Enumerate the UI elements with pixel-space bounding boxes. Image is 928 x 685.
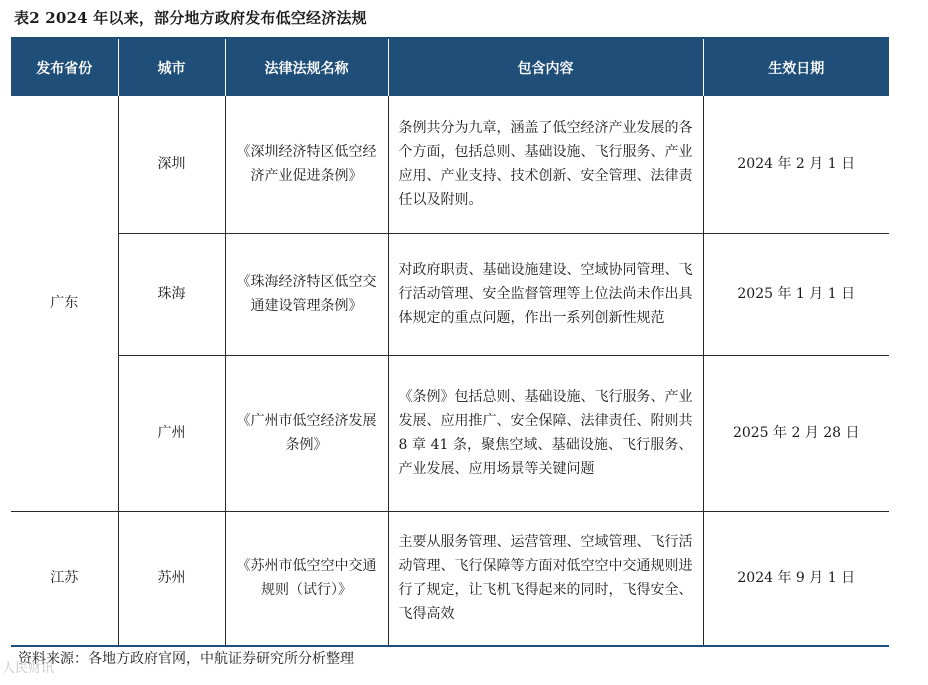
law-name-cell: 《广州市低空经济发展条例》 [225,355,388,511]
table-title: 表2 2024 年以来，部分地方政府发布低空经济法规 [14,9,367,27]
header-content: 包含内容 [388,38,703,96]
city-cell: 广州 [118,355,225,511]
date-cell: 2024 年 9 月 1 日 [703,511,889,646]
law-name-cell: 《珠海经济特区低空交通建设管理条例》 [225,233,388,355]
header-effective-date: 生效日期 [703,38,889,96]
province-cell: 江苏 [50,570,79,587]
watermark: 人民财讯 [2,661,55,676]
city-cell: 珠海 [118,233,225,355]
content-cell: 条例共分为九章，涵盖了低空经济产业发展的各个方面，包括总则、基础设施、飞行服务、产业应用、产业支持、技术创新、安全管理、法律责任以及附则。 [388,96,703,233]
province-cell: 广东 [11,96,118,511]
date-cell: 2025 年 2 月 28 日 [703,355,889,511]
law-name-cell: 《深圳经济特区低空经济产业促进条例》 [225,96,388,233]
content-cell: 主要从服务管理、运营管理、空域管理、飞行活动管理、飞行保障等方面对低空空中交通规则进行了规定，让飞机飞得起来的同时，飞得安全、飞得高效 [388,511,703,646]
date-cell: 2025 年 1 月 1 日 [703,233,889,355]
date-cell: 2024 年 2 月 1 日 [703,96,889,233]
city-cell: 苏州 [118,511,225,646]
source-note: 资料来源：各地方政府官网，中航证券研究所分析整理 [18,651,354,667]
header-province: 发布省份 [11,38,118,96]
content-cell: 《条例》包括总则、基础设施、飞行服务、产业发展、应用推广、安全保障、法律责任、附则共 8 章 41 条，聚焦空域、基础设施、飞行服务、产业发展、应用场景等关键问题 [388,355,703,511]
city-cell: 深圳 [118,96,225,233]
table-row [11,355,889,511]
table-header-row [11,38,889,96]
content-cell: 对政府职责、基础设施建设、空域协同管理、飞行活动管理、安全监督管理等上位法尚未作出具体规定的重点问题，作出一系列创新性规范 [388,233,703,355]
header-law-name: 法律法规名称 [225,38,388,96]
table-row [11,96,889,233]
table-row [11,511,889,646]
regulations-table [11,37,889,647]
header-city: 城市 [118,38,225,96]
table-row [11,233,889,355]
law-name-cell: 《苏州市低空空中交通规则（试行）》 [225,511,388,646]
